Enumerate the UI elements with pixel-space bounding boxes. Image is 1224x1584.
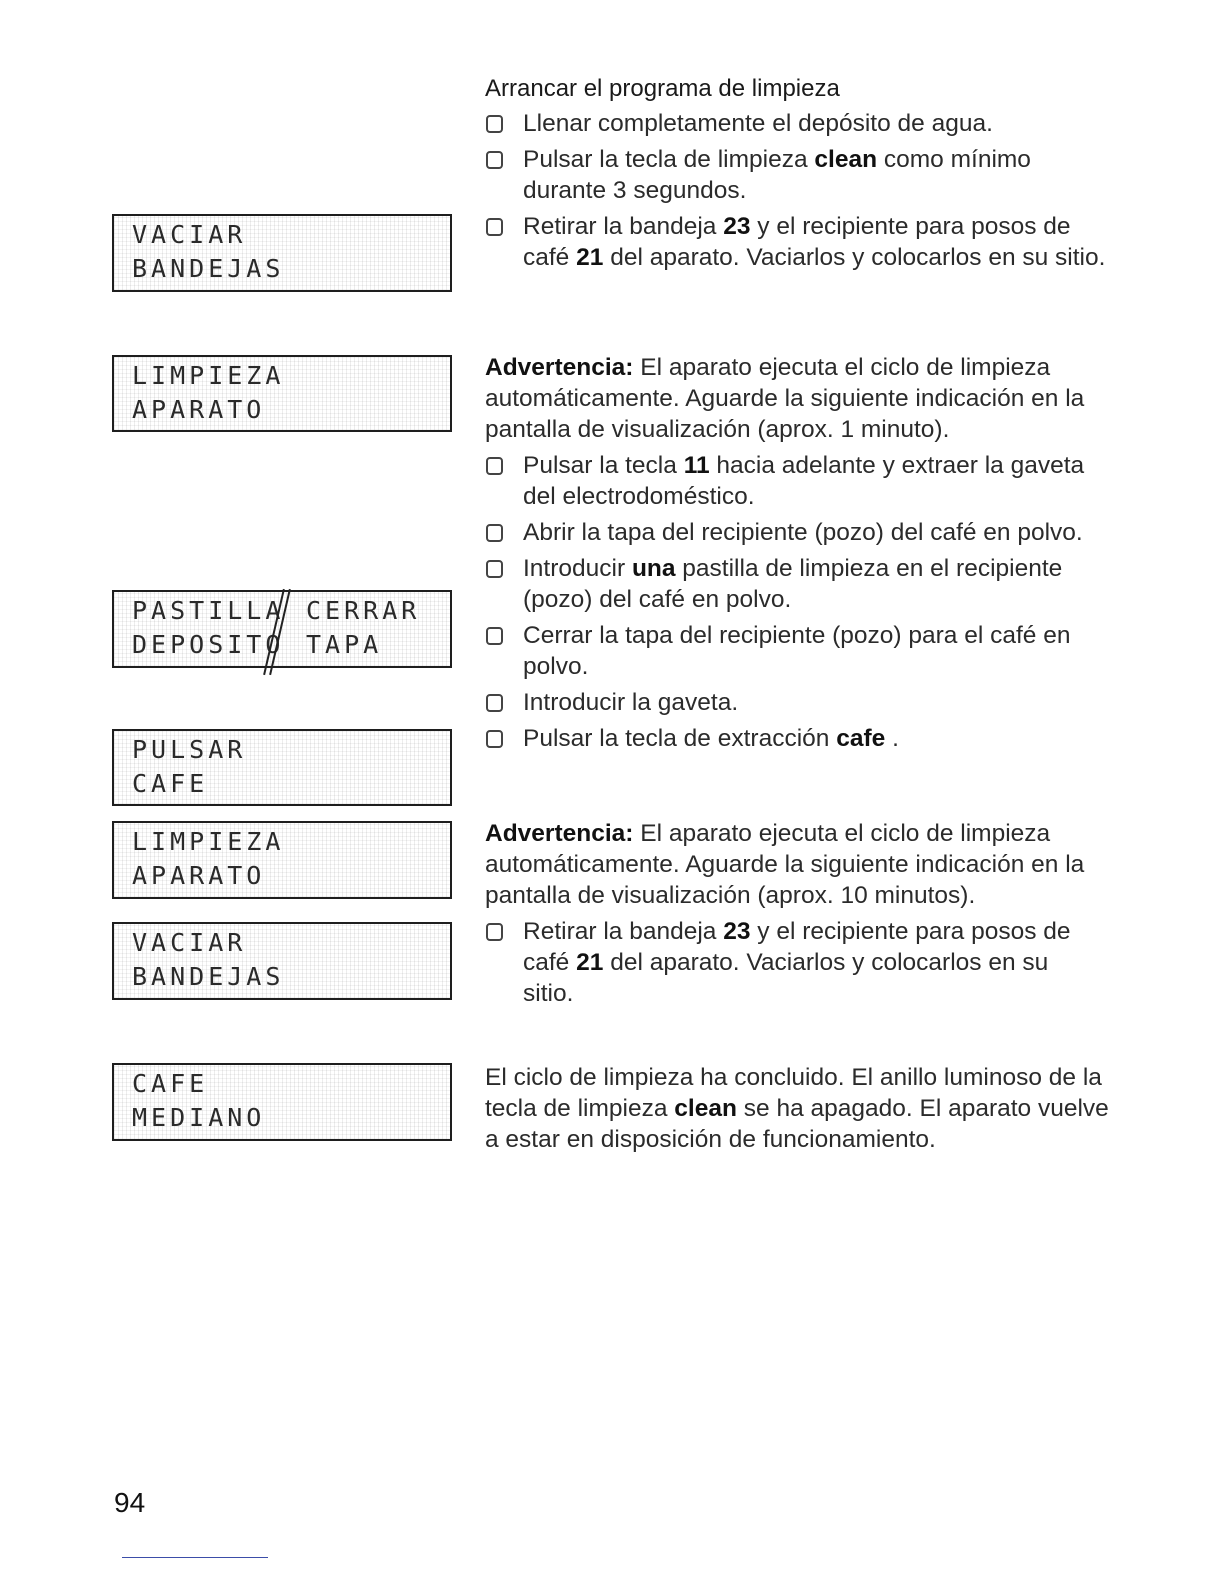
- lcd-display-cafe-mediano: [112, 1063, 452, 1141]
- checkbox-bullet-icon: [486, 218, 503, 236]
- footer-divider: [122, 1557, 268, 1558]
- lcd-line-1: LIMPIEZA: [132, 827, 285, 856]
- lcd-display-pulsar-cafe: [112, 729, 452, 806]
- lcd-display-pastilla-cerrar-tapa: [112, 590, 452, 668]
- checkbox-bullet-icon: [486, 560, 503, 578]
- lcd-line-1: CERRAR: [306, 596, 421, 625]
- lcd-line-2: BANDEJAS: [132, 962, 285, 991]
- list-item: Pulsar la tecla de limpieza clean como mínimo durante 3 segundos.: [485, 144, 1115, 206]
- lcd-left-panel: [132, 592, 284, 668]
- lcd-line-2: APARATO: [132, 861, 266, 890]
- lcd-line-1: PULSAR: [132, 735, 247, 764]
- checkbox-bullet-icon: [486, 524, 503, 542]
- checkbox-bullet-icon: [486, 151, 503, 169]
- page-number: 94: [114, 1487, 146, 1518]
- list-item: Abrir la tapa del recipiente (pozo) del café en polvo.: [485, 517, 1115, 548]
- lcd-line-2: APARATO: [132, 395, 266, 424]
- lcd-line-2: MEDIANO: [132, 1103, 266, 1132]
- lcd-line-2: TAPA: [306, 630, 383, 659]
- lcd-display-vaciar-bandejas: [112, 922, 452, 1000]
- checkbox-bullet-icon: [486, 115, 503, 133]
- key-label: clean: [674, 1095, 737, 1122]
- section-start-cleaning: [485, 73, 1115, 278]
- checkbox-bullet-icon: [486, 457, 503, 475]
- checkbox-bullet-icon: [486, 627, 503, 645]
- lcd-right-panel: [306, 592, 420, 668]
- checkbox-bullet-icon: [486, 694, 503, 712]
- warning-label: Advertencia:: [485, 354, 634, 381]
- key-label: cafe: [836, 725, 886, 752]
- checkbox-bullet-icon: [486, 730, 503, 748]
- lcd-line-2: DEPOSITO: [132, 630, 285, 659]
- key-label: clean: [814, 146, 878, 173]
- lcd-line-2: CAFE: [132, 769, 209, 798]
- list-item: Introducir una pastilla de limpieza en el recipiente (pozo) del café en polvo.: [485, 553, 1115, 615]
- lcd-line-1: LIMPIEZA: [132, 361, 285, 390]
- lcd-display-limpieza-aparato: [112, 355, 452, 432]
- section-cycle-complete: El ciclo de limpieza ha concluido. El anillo luminoso de la tecla de limpieza clean se ha apagado. El aparato vuelve a estar en disposición de funcionamiento.: [485, 1064, 1109, 1153]
- list-item: Cerrar la tapa del recipiente (pozo) para el café en polvo.: [485, 620, 1115, 682]
- list-item: Introducir la gaveta.: [485, 687, 1115, 718]
- list-item: Llenar completamente el depósito de agua.: [485, 108, 1115, 139]
- section-warning-1: [485, 352, 1115, 759]
- checkbox-bullet-icon: [486, 923, 503, 941]
- list-item: Retirar la bandeja 23 y el recipiente para posos de café 21 del aparato. Vaciarlos y colocarlos en su sitio.: [485, 211, 1115, 273]
- warning-label: Advertencia:: [485, 820, 634, 847]
- lcd-line-1: VACIAR: [132, 220, 247, 249]
- warning-paragraph: Advertencia: El aparato ejecuta el ciclo de limpieza automáticamente. Aguarde la siguiente indicación en la pantalla de visualización (aprox. 10 minutos).: [485, 820, 1085, 909]
- section-warning-2: [485, 818, 1115, 1014]
- list-item: Pulsar la tecla 11 hacia adelante y extraer la gaveta del electrodoméstico.: [485, 450, 1115, 512]
- section-heading: Arrancar el programa de limpieza: [485, 75, 840, 102]
- warning-paragraph: Advertencia: El aparato ejecuta el ciclo de limpieza automáticamente. Aguarde la siguiente indicación en la pantalla de visualización (aprox. 1 minuto).: [485, 354, 1085, 443]
- lcd-display-vaciar-bandejas: [112, 214, 452, 292]
- lcd-line-1: PASTILLA: [132, 596, 285, 625]
- lcd-line-1: VACIAR: [132, 928, 247, 957]
- list-item: Retirar la bandeja 23 y el recipiente para posos de café 21 del aparato. Vaciarlos y colocarlos en su sitio.: [485, 916, 1083, 1009]
- lcd-line-2: BANDEJAS: [132, 254, 285, 283]
- list-item: Pulsar la tecla de extracción cafe .: [485, 723, 1115, 754]
- lcd-display-limpieza-aparato: [112, 821, 452, 899]
- lcd-line-1: CAFE: [132, 1069, 209, 1098]
